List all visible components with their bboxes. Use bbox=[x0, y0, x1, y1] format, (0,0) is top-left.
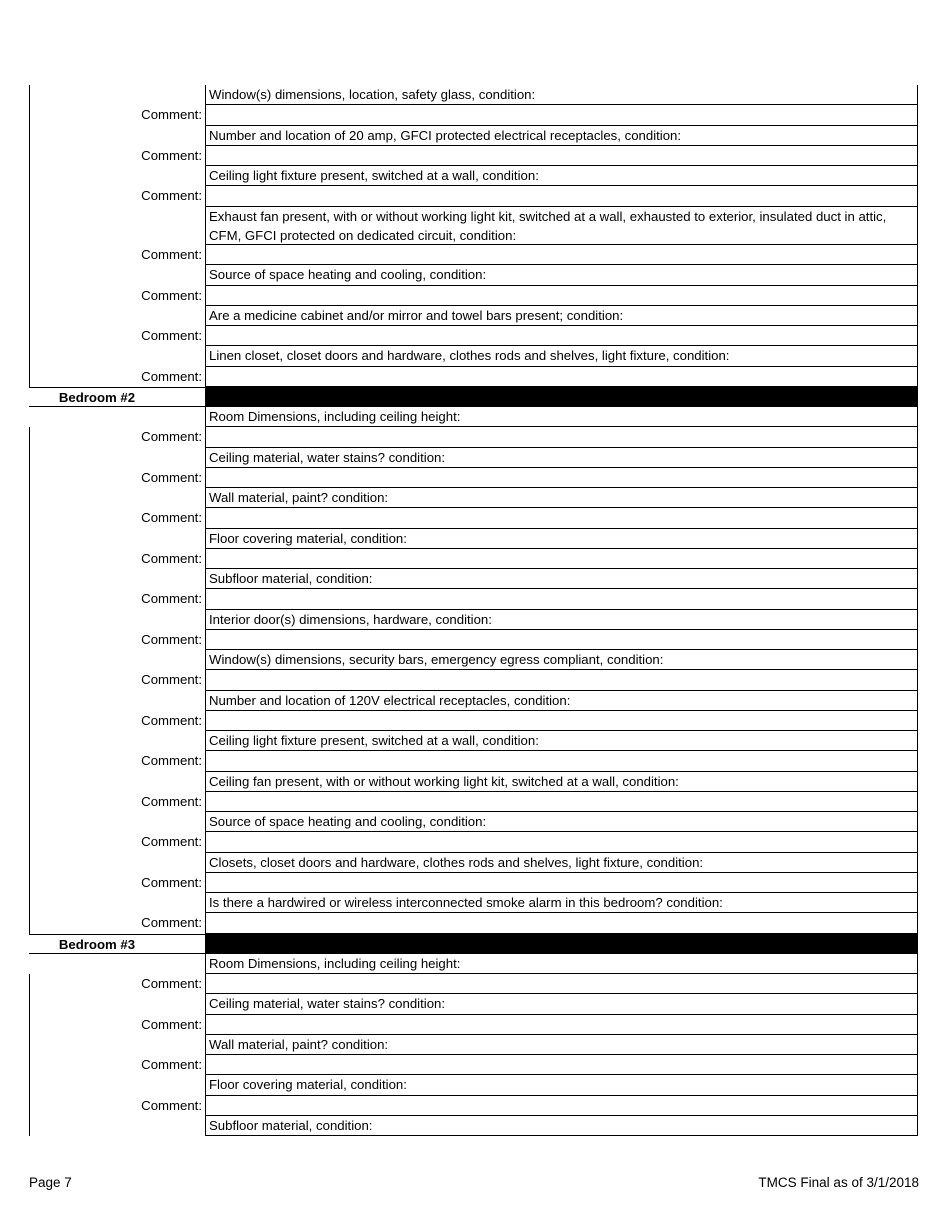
comment-row bbox=[29, 913, 918, 933]
comment-field[interactable] bbox=[205, 508, 918, 528]
comment-label: Comment: bbox=[29, 105, 205, 125]
comment-label: Comment: bbox=[29, 711, 205, 731]
prompt-text: Ceiling fan present, with or without working light kit, switched at a wall, condition: bbox=[205, 772, 918, 792]
prompt-text: Ceiling light fixture present, switched at a wall, condition: bbox=[205, 166, 918, 186]
section-bar bbox=[205, 387, 918, 407]
comment-label: Comment: bbox=[29, 549, 205, 569]
prompt-label-empty bbox=[29, 407, 205, 427]
prompt-row bbox=[29, 893, 918, 913]
comment-field[interactable] bbox=[205, 186, 918, 206]
prompt-label-empty bbox=[29, 772, 205, 792]
comment-field[interactable] bbox=[205, 711, 918, 731]
prompt-label-empty bbox=[29, 85, 205, 105]
prompt-text: Ceiling light fixture present, switched at a wall, condition: bbox=[205, 731, 918, 751]
comment-field[interactable] bbox=[205, 832, 918, 852]
comment-row bbox=[29, 468, 918, 488]
comment-label: Comment: bbox=[29, 468, 205, 488]
prompt-label-empty bbox=[29, 853, 205, 873]
page-number: Page 7 bbox=[29, 1175, 72, 1190]
prompt-text: Interior door(s) dimensions, hardware, condition: bbox=[205, 610, 918, 630]
section-title: Bedroom #2 bbox=[29, 387, 205, 407]
comment-field[interactable] bbox=[205, 913, 918, 933]
comment-field[interactable] bbox=[205, 105, 918, 125]
prompt-row bbox=[29, 610, 918, 630]
comment-field[interactable] bbox=[205, 589, 918, 609]
comment-row bbox=[29, 326, 918, 346]
prompt-row bbox=[29, 126, 918, 146]
prompt-text: Subfloor material, condition: bbox=[205, 569, 918, 589]
comment-row bbox=[29, 832, 918, 852]
prompt-row bbox=[29, 265, 918, 285]
comment-label: Comment: bbox=[29, 751, 205, 771]
comment-row bbox=[29, 549, 918, 569]
comment-field[interactable] bbox=[205, 468, 918, 488]
comment-row bbox=[29, 974, 918, 994]
prompt-text: Window(s) dimensions, location, safety glass, condition: bbox=[205, 85, 918, 105]
comment-field[interactable] bbox=[205, 1096, 918, 1116]
prompt-label-empty bbox=[29, 448, 205, 468]
section-title: Bedroom #3 bbox=[29, 934, 205, 954]
comment-field[interactable] bbox=[205, 326, 918, 346]
prompt-text: Is there a hardwired or wireless interconnected smoke alarm in this bedroom? condition: bbox=[205, 893, 918, 913]
comment-field[interactable] bbox=[205, 549, 918, 569]
comment-row bbox=[29, 508, 918, 528]
comment-field[interactable] bbox=[205, 146, 918, 166]
prompt-row bbox=[29, 691, 918, 711]
comment-field[interactable] bbox=[205, 670, 918, 690]
prompt-row bbox=[29, 853, 918, 873]
comment-label: Comment: bbox=[29, 913, 205, 933]
prompt-text: Ceiling material, water stains? condition: bbox=[205, 448, 918, 468]
prompt-text: Number and location of 20 amp, GFCI protected electrical receptacles, condition: bbox=[205, 126, 918, 146]
prompt-row bbox=[29, 407, 918, 427]
prompt-label-empty bbox=[29, 1075, 205, 1095]
prompt-row bbox=[29, 650, 918, 670]
comment-label: Comment: bbox=[29, 286, 205, 306]
comment-row bbox=[29, 711, 918, 731]
prompt-text: Ceiling material, water stains? condition: bbox=[205, 994, 918, 1014]
comment-label: Comment: bbox=[29, 1096, 205, 1116]
section-header bbox=[29, 387, 918, 407]
comment-label: Comment: bbox=[29, 245, 205, 265]
prompt-label-empty bbox=[29, 893, 205, 913]
prompt-row bbox=[29, 85, 918, 105]
comment-label: Comment: bbox=[29, 873, 205, 893]
prompt-label-empty bbox=[29, 346, 205, 366]
prompt-text: Floor covering material, condition: bbox=[205, 1075, 918, 1095]
comment-label: Comment: bbox=[29, 146, 205, 166]
prompt-row bbox=[29, 731, 918, 751]
prompt-label-empty bbox=[29, 954, 205, 974]
prompt-row bbox=[29, 1035, 918, 1055]
prompt-text: Are a medicine cabinet and/or mirror and towel bars present; condition: bbox=[205, 306, 918, 326]
comment-field[interactable] bbox=[205, 1055, 918, 1075]
prompt-label-empty bbox=[29, 1116, 205, 1136]
comment-label: Comment: bbox=[29, 670, 205, 690]
prompt-text: Window(s) dimensions, security bars, emergency egress compliant, condition: bbox=[205, 650, 918, 670]
comment-row bbox=[29, 1096, 918, 1116]
prompt-row bbox=[29, 346, 918, 366]
comment-label: Comment: bbox=[29, 974, 205, 994]
prompt-label-empty bbox=[29, 650, 205, 670]
section-header bbox=[29, 934, 918, 954]
comment-row bbox=[29, 1015, 918, 1035]
comment-field[interactable] bbox=[205, 286, 918, 306]
comment-row bbox=[29, 286, 918, 306]
comment-field[interactable] bbox=[205, 427, 918, 447]
prompt-label-empty bbox=[29, 166, 205, 186]
prompt-label-empty bbox=[29, 488, 205, 508]
comment-row bbox=[29, 427, 918, 447]
comment-field[interactable] bbox=[205, 630, 918, 650]
comment-label: Comment: bbox=[29, 186, 205, 206]
prompt-label-empty bbox=[29, 207, 205, 246]
comment-label: Comment: bbox=[29, 508, 205, 528]
comment-field[interactable] bbox=[205, 873, 918, 893]
prompt-text: Source of space heating and cooling, condition: bbox=[205, 265, 918, 285]
prompt-row bbox=[29, 207, 918, 246]
comment-label: Comment: bbox=[29, 427, 205, 447]
comment-field[interactable] bbox=[205, 367, 918, 387]
comment-field[interactable] bbox=[205, 792, 918, 812]
prompt-text: Subfloor material, condition: bbox=[205, 1116, 918, 1136]
prompt-row bbox=[29, 448, 918, 468]
comment-row bbox=[29, 367, 918, 387]
comment-row bbox=[29, 186, 918, 206]
comment-label: Comment: bbox=[29, 589, 205, 609]
comment-field[interactable] bbox=[205, 751, 918, 771]
comment-label: Comment: bbox=[29, 630, 205, 650]
prompt-text: Number and location of 120V electrical receptacles, condition: bbox=[205, 691, 918, 711]
prompt-row bbox=[29, 994, 918, 1014]
prompt-label-empty bbox=[29, 306, 205, 326]
comment-row bbox=[29, 630, 918, 650]
prompt-row bbox=[29, 488, 918, 508]
comment-row bbox=[29, 146, 918, 166]
prompt-row bbox=[29, 954, 918, 974]
prompt-row bbox=[29, 306, 918, 326]
prompt-row bbox=[29, 772, 918, 792]
prompt-text: Room Dimensions, including ceiling height: bbox=[205, 954, 918, 974]
comment-label: Comment: bbox=[29, 326, 205, 346]
prompt-row bbox=[29, 1075, 918, 1095]
comment-row bbox=[29, 589, 918, 609]
comment-label: Comment: bbox=[29, 1015, 205, 1035]
prompt-label-empty bbox=[29, 994, 205, 1014]
prompt-label-empty bbox=[29, 731, 205, 751]
prompt-label-empty bbox=[29, 126, 205, 146]
prompt-row bbox=[29, 529, 918, 549]
prompt-label-empty bbox=[29, 610, 205, 630]
inspection-form-table bbox=[29, 85, 918, 1136]
comment-label: Comment: bbox=[29, 367, 205, 387]
document-version: TMCS Final as of 3/1/2018 bbox=[758, 1175, 919, 1190]
comment-field[interactable] bbox=[205, 974, 918, 994]
prompt-text: Linen closet, closet doors and hardware, clothes rods and shelves, light fixture, condition: bbox=[205, 346, 918, 366]
prompt-text: Closets, closet doors and hardware, clothes rods and shelves, light fixture, condition: bbox=[205, 853, 918, 873]
prompt-row bbox=[29, 1116, 918, 1136]
prompt-text: Source of space heating and cooling, condition: bbox=[205, 812, 918, 832]
prompt-row bbox=[29, 166, 918, 186]
prompt-label-empty bbox=[29, 529, 205, 549]
prompt-label-empty bbox=[29, 265, 205, 285]
prompt-text: Floor covering material, condition: bbox=[205, 529, 918, 549]
prompt-label-empty bbox=[29, 569, 205, 589]
comment-row bbox=[29, 670, 918, 690]
comment-row bbox=[29, 792, 918, 812]
prompt-text: Room Dimensions, including ceiling height: bbox=[205, 407, 918, 427]
comment-row bbox=[29, 105, 918, 125]
prompt-label-empty bbox=[29, 691, 205, 711]
comment-field[interactable] bbox=[205, 245, 918, 265]
prompt-text: Wall material, paint? condition: bbox=[205, 488, 918, 508]
comment-label: Comment: bbox=[29, 1055, 205, 1075]
comment-row bbox=[29, 245, 918, 265]
prompt-row bbox=[29, 569, 918, 589]
prompt-label-empty bbox=[29, 812, 205, 832]
prompt-row bbox=[29, 812, 918, 832]
comment-row bbox=[29, 1055, 918, 1075]
comment-label: Comment: bbox=[29, 832, 205, 852]
prompt-text: Exhaust fan present, with or without working light kit, switched at a wall, exhausted to exterior, insulated duct in attic, CFM, GFCI protected on dedicated circuit, condition: bbox=[205, 207, 918, 246]
section-bar bbox=[205, 934, 918, 954]
prompt-text: Wall material, paint? condition: bbox=[205, 1035, 918, 1055]
comment-row bbox=[29, 751, 918, 771]
prompt-label-empty bbox=[29, 1035, 205, 1055]
comment-field[interactable] bbox=[205, 1015, 918, 1035]
comment-label: Comment: bbox=[29, 792, 205, 812]
comment-row bbox=[29, 873, 918, 893]
